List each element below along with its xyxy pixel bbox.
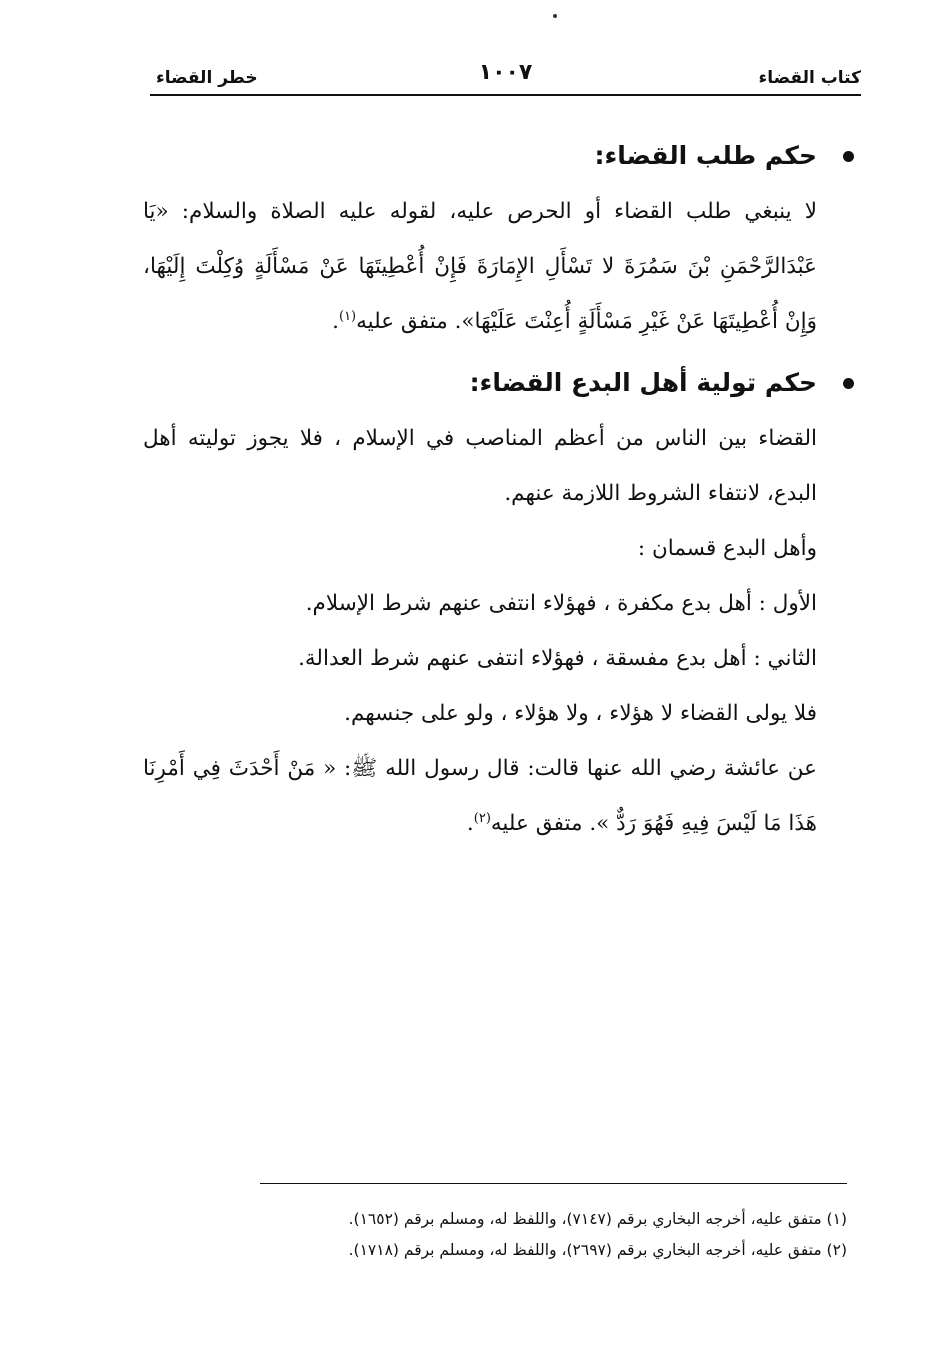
footnote-ref-2[interactable]: (٢) [473,810,491,826]
section-heading-request [143,128,817,184]
section-heading-innovators [143,355,817,411]
section-heading-text: حكم تولية أهل البدع القضاء: [469,368,817,397]
page-number: ١٠٠٧ [478,60,533,85]
chapter-title: خطر القضاء [156,68,258,88]
footnotes [260,1183,847,1266]
page-body [143,128,817,851]
paragraph-request [143,184,817,349]
paragraph-first: الأول : أهل بدع مكفرة ، فهؤلاء انتفى عنهم شرط الإسلام. [305,591,817,616]
paragraph-end: . [332,309,339,334]
running-header [150,60,861,96]
book-title: كتاب القضاء [758,68,861,88]
paragraph-conclusion: فلا يولى القضاء لا هؤلاء ، ولا هؤلاء ، ولو على جنسهم. [344,701,817,726]
footnote-1: (١) متفق عليه، أخرجه البخاري برقم (٧١٤٧)، واللفظ له، ومسلم برقم (١٦٥٢). [348,1210,847,1228]
paragraph-text: لا ينبغي طلب القضاء أو الحرص عليه، لقوله عليه الصلاة والسلام: «يَا عَبْدَالرَّحْمَنِ بْنَ سَمُرَةَ لا تَسْأَلِ الإِمَارَةَ فَإِنْ أُعْطِيتَهَا عَنْ مَسْأَلَةٍ وُكِلْتَ إِلَيْهَا، وَإِنْ أُعْطِيتَهَا عَنْ غَيْرِ مَسْأَلَةٍ أُعِنْتَ عَلَيْهَا». متفق عليه [143,199,817,334]
footnote-ref-1[interactable]: (١) [338,308,357,324]
paragraph-text: عن عائشة رضي الله عنها قالت: قال رسول الله ﷺ: « مَنْ أَحْدَثَ فِي أَمْرِنَا هَذَا مَا لَيْسَ فِيهِ فَهُوَ رَدٌّ ». متفق عليه [143,756,817,836]
paragraph-second: الثاني : أهل بدع مفسقة ، فهؤلاء انتفى عنهم شرط العدالة. [298,646,817,671]
page-dot [553,14,557,18]
paragraph-intro: القضاء بين الناس من أعظم المناصب في الإسلام ، فلا يجوز توليته أهل البدع، لانتفاء الشروط اللازمة عنهم. [143,426,817,506]
bullet-icon [843,151,854,162]
bullet-icon [843,378,854,389]
paragraph-end: . [466,811,474,836]
section-heading-text: حكم طلب القضاء: [594,141,817,170]
footnote-2: (٢) متفق عليه، أخرجه البخاري برقم (٢٦٩٧)، واللفظ له، ومسلم برقم (١٧١٨). [348,1241,847,1259]
paragraph-types: وأهل البدع قسمان : [637,536,817,561]
paragraph-hadith [143,741,817,851]
